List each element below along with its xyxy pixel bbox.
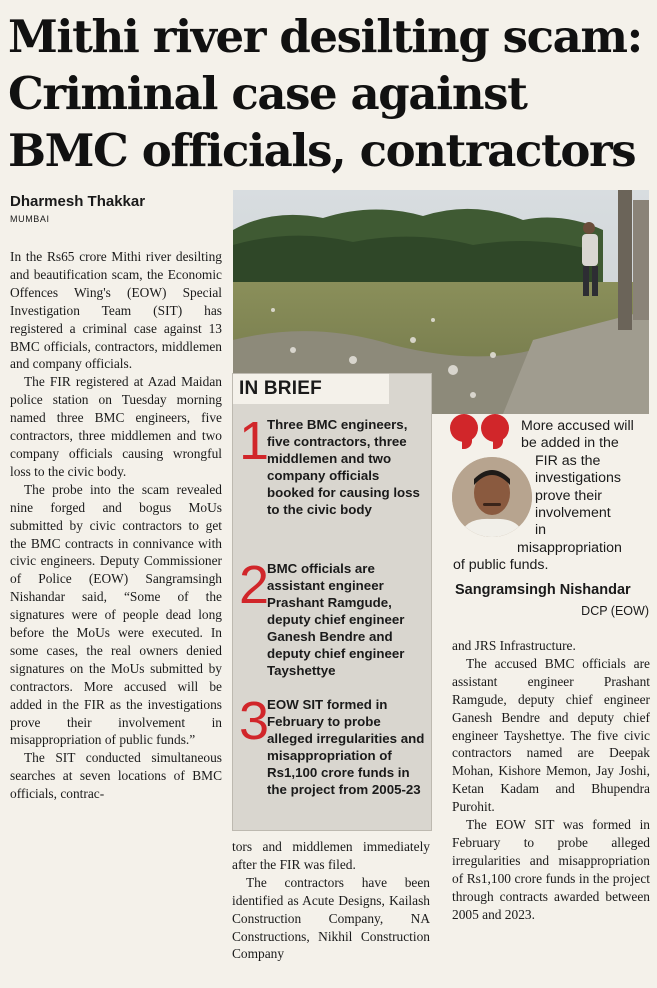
article-column-2 bbox=[232, 838, 430, 963]
quote-attribution-name: Sangramsingh Nishandar bbox=[455, 582, 631, 598]
byline: Dharmesh Thakkar bbox=[10, 193, 146, 210]
paragraph: In the Rs65 crore Mithi river desilting and beautification scam, the Economic Offences Wing's (EOW) Special Investigation Team (SIT) has registered a criminal case against 13 BMC officials, contractors, middlemen and company officials. bbox=[10, 249, 222, 372]
quote-line: More accused will bbox=[521, 418, 634, 434]
paragraph: and JRS Infrastructure. bbox=[452, 638, 576, 653]
headline-line-1: Mithi river desilting scam: bbox=[8, 10, 642, 63]
quote-line: in bbox=[535, 522, 547, 539]
headline-line-2: Criminal case against bbox=[8, 67, 527, 120]
quote-line: involvement bbox=[535, 505, 611, 522]
in-brief-text: BMC officials are assistant engineer Prashant Ramgude, deputy chief engineer Ganesh Bendre and deputy chief engineer Tayshettye bbox=[267, 561, 405, 678]
in-brief-box bbox=[232, 373, 432, 831]
dateline: MUMBAI bbox=[10, 214, 50, 224]
paragraph: The EOW SIT was formed in February to probe alleged irregularities and misappropriation of Rs1,100 crore funds in the project through contracts awarded between 2005 and 2023. bbox=[452, 817, 650, 922]
portrait-image bbox=[452, 457, 532, 537]
headline-line-3: BMC officials, contractors bbox=[8, 124, 636, 177]
quote-attribution-role: DCP (EOW) bbox=[581, 604, 649, 618]
in-brief-number: 1 bbox=[239, 411, 270, 471]
paragraph: The accused BMC officials are assistant engineer Prashant Ramgude, deputy chief engineer Ganesh Bendre and deputy chief engineer Tayshettye. The five civic contractors named are Deepak Mohan, Kishore Memon, Jay Joshi, Ketan Kadam and Bhupendra Purohit. bbox=[452, 655, 650, 815]
paragraph: The probe into the scam revealed nine forged and bogus MoUs submitted by civic contractors to get the BMC contracts in connivance with civic engineers. Deputy Commissioner of Police (EOW) Sangramsingh Nishandar said, “Some of the signatures were of people dead long before the MoUs were executed. In some cases, the real owners denied signatures on the MoUs submitted by contractors. More accused will be added in the FIR as the investigations prove their involvement in misappropriation of public funds.” bbox=[10, 481, 222, 748]
article-column-3 bbox=[452, 637, 650, 924]
quote-line: of public funds. bbox=[453, 557, 549, 574]
in-brief-item-3 bbox=[239, 691, 425, 798]
in-brief-title: IN BRIEF bbox=[233, 374, 389, 404]
quote-line: misappropriation bbox=[517, 539, 622, 556]
article-column-1 bbox=[10, 248, 222, 803]
in-brief-number: 2 bbox=[239, 555, 270, 615]
paragraph: The FIR registered at Azad Maidan police station on Tuesday morning named three BMC engineers, five contractors, three middlemen and two company officials causing wrongful loss to the civic body. bbox=[10, 374, 222, 479]
in-brief-number: 3 bbox=[239, 691, 270, 751]
in-brief-text: EOW SIT formed in February to probe alleged irregularities and misappropriation of Rs1,100 crore funds in the project from 2005-23 bbox=[267, 697, 425, 797]
in-brief-item-1 bbox=[239, 411, 425, 518]
quote-line: investigations bbox=[535, 470, 621, 487]
quote-line: be added in the bbox=[521, 435, 619, 452]
avatar bbox=[452, 457, 532, 537]
headline bbox=[8, 8, 653, 179]
paragraph: tors and middlemen immediately after the FIR was filed. bbox=[232, 839, 430, 872]
quote-line: prove their bbox=[535, 487, 603, 504]
paragraph: The contractors have been identified as Acute Designs, Kailash Construction Company, NA Constructions, Nikhil Construction Company bbox=[232, 874, 430, 962]
paragraph: The SIT conducted simultaneous searches at seven locations of BMC officials, contrac- bbox=[10, 750, 222, 802]
in-brief-text: Three BMC engineers, five contractors, three middlemen and two company officials booked for causing loss to the civic body bbox=[267, 417, 420, 517]
in-brief-item-2 bbox=[239, 555, 425, 679]
quote-line: FIR as the bbox=[535, 452, 601, 469]
